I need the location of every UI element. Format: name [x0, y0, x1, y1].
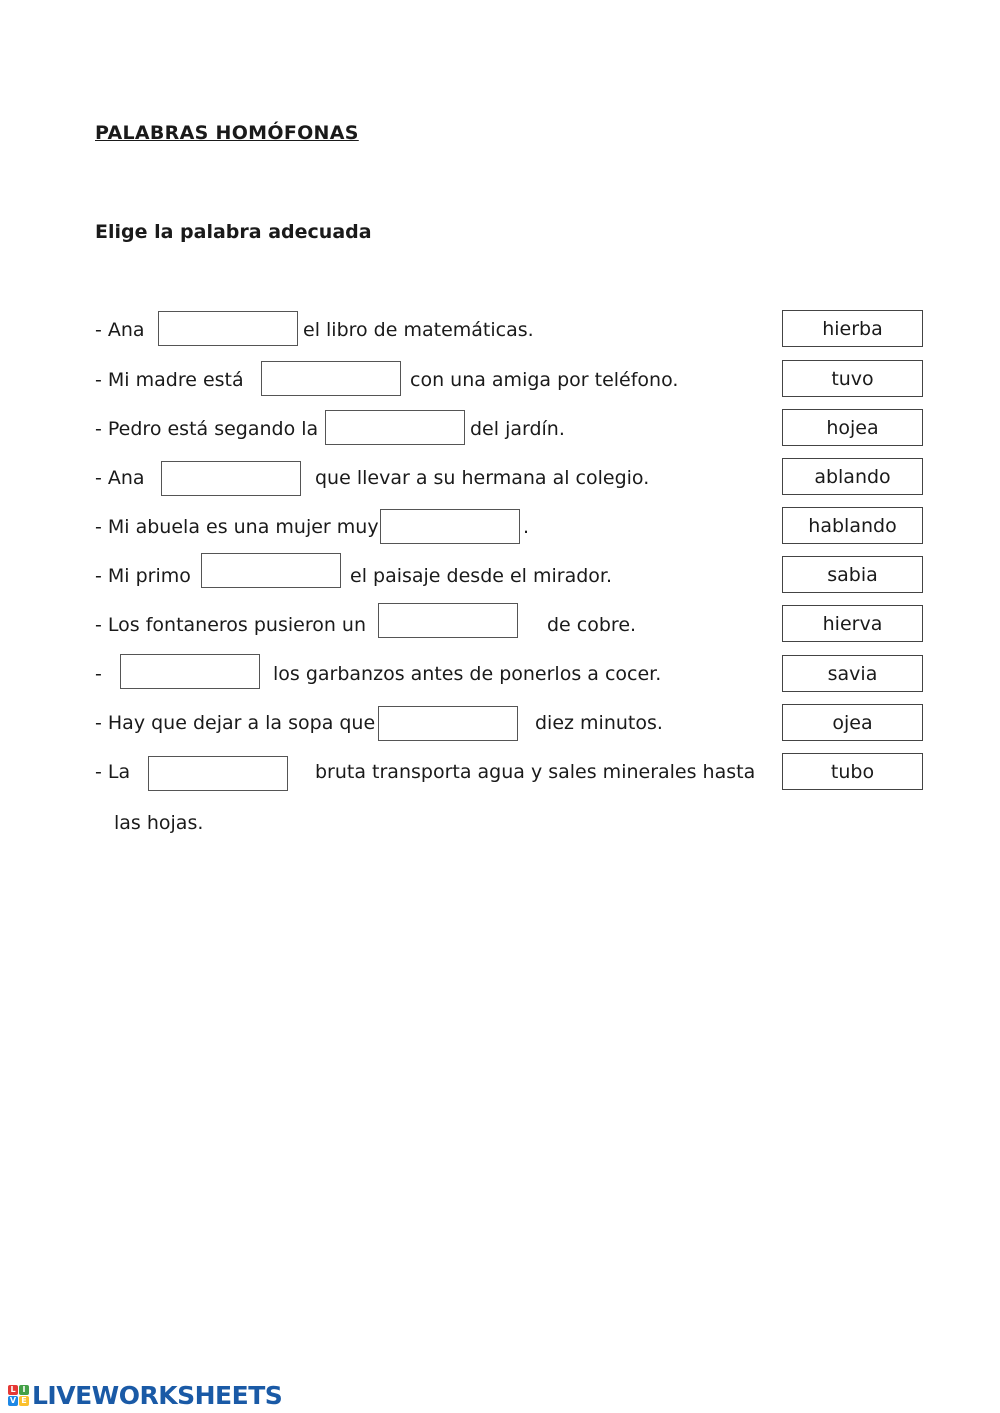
sentence-text-before: - Hay que dejar a la sopa que [95, 712, 376, 734]
sentence-text-after: el paisaje desde el mirador. [350, 565, 613, 587]
sentence-text-before: - Mi primo [95, 565, 191, 587]
sentence-text-before: - Ana [95, 467, 145, 489]
sentence-text-before: - Mi madre está [95, 369, 244, 391]
sentence-text-before: - Los fontaneros pusieron un [95, 614, 367, 636]
instruction-text: Elige la palabra adecuada [95, 221, 372, 243]
answer-blank[interactable] [378, 603, 518, 638]
sentence-text-before: - Pedro está segando la [95, 418, 319, 440]
sentence-text-after: de cobre. [547, 614, 637, 636]
sentence-text-after: el libro de matemáticas. [303, 319, 534, 341]
word-option[interactable]: tubo [782, 753, 923, 790]
word-option[interactable]: savia [782, 655, 923, 692]
word-option[interactable]: ablando [782, 458, 923, 495]
sentence-text-before: - Mi abuela es una mujer muy [95, 516, 379, 538]
word-option[interactable]: hierva [782, 605, 923, 642]
sentence-text-after: del jardín. [470, 418, 565, 440]
logo-text: LIVEWORKSHEETS [32, 1380, 283, 1410]
sentence-text-after: los garbanzos antes de ponerlos a cocer. [273, 663, 662, 685]
answer-blank[interactable] [161, 461, 301, 496]
word-option[interactable]: sabia [782, 556, 923, 593]
logo-mark-letter: V [9, 1396, 17, 1405]
answer-blank[interactable] [120, 654, 260, 689]
logo-mark-letter: I [19, 1385, 29, 1395]
answer-blank[interactable] [380, 509, 520, 544]
word-option[interactable]: hierba [782, 310, 923, 347]
logo-mark-icon [8, 1385, 29, 1406]
logo-mark-letter: E [19, 1396, 29, 1406]
answer-blank[interactable] [201, 553, 341, 588]
word-option[interactable]: tuvo [782, 360, 923, 397]
sentence-text-before: - La [95, 761, 131, 783]
sentence-text-after: diez minutos. [535, 712, 663, 734]
answer-blank[interactable] [148, 756, 288, 791]
sentence-text-after: que llevar a su hermana al colegio. [315, 467, 650, 489]
sentence-text-continuation: las hojas. [114, 812, 204, 834]
sentence-text-before: - [95, 663, 102, 685]
word-option[interactable]: hojea [782, 409, 923, 446]
word-option[interactable]: ojea [782, 704, 923, 741]
answer-blank[interactable] [325, 410, 465, 445]
sentence-text-after: con una amiga por teléfono. [410, 369, 679, 391]
sentence-text-after: bruta transporta agua y sales minerales hasta [315, 761, 756, 783]
sentence-text-before: - Ana [95, 319, 145, 341]
word-option[interactable]: hablando [782, 507, 923, 544]
liveworksheets-logo [8, 1380, 282, 1410]
sentence-text-after: . [523, 516, 530, 538]
page-title: PALABRAS HOMÓFONAS [95, 122, 359, 144]
logo-mark-letter: L [8, 1385, 18, 1395]
answer-blank[interactable] [158, 311, 298, 346]
answer-blank[interactable] [378, 706, 518, 741]
answer-blank[interactable] [261, 361, 401, 396]
